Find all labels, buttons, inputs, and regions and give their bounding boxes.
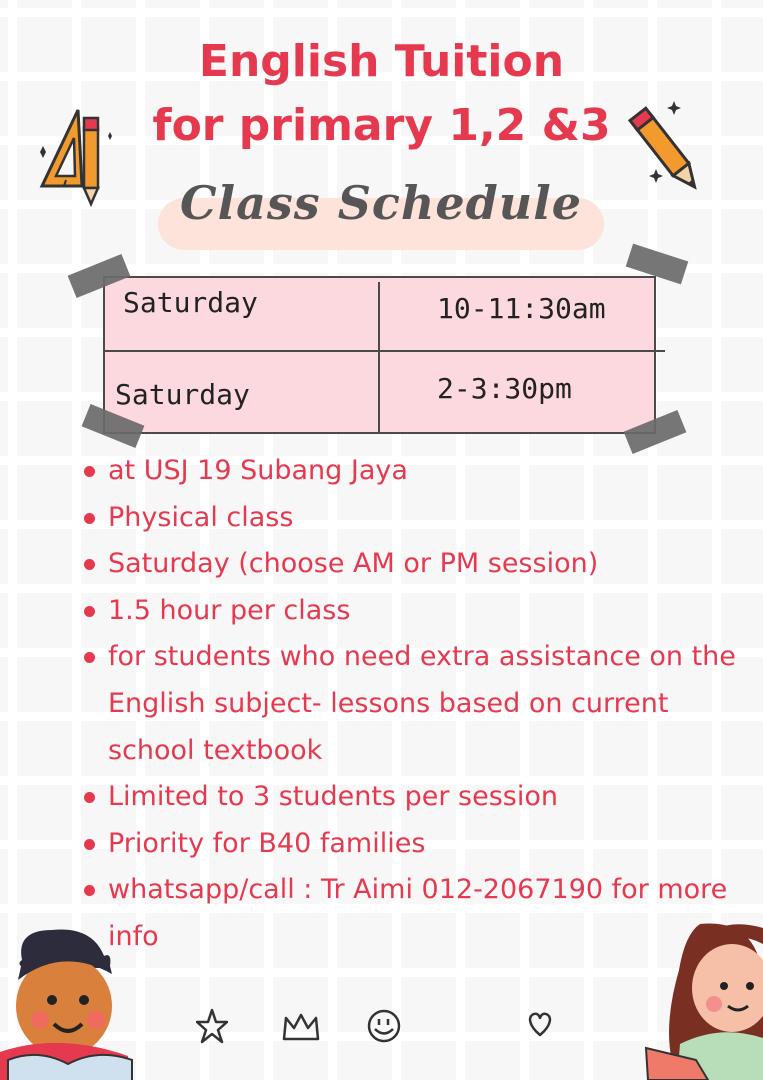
heart-icon <box>526 1010 554 1038</box>
list-item: 1.5 hour per class <box>78 588 748 635</box>
smiley-icon <box>366 1008 402 1044</box>
title-line-1: English Tuition <box>198 36 565 87</box>
boy-reading-icon <box>0 920 140 1080</box>
list-item: whatsapp/call : Tr Aimi 012-2067190 for more info <box>78 867 748 960</box>
girl-reading-icon <box>640 914 763 1080</box>
list-item: Priority for B40 families <box>78 821 748 868</box>
list-item: at USJ 19 Subang Jaya <box>78 448 748 495</box>
subtitle: Class Schedule <box>180 176 582 230</box>
table-column-divider <box>378 282 380 432</box>
schedule-time: 10-11:30am <box>437 292 606 325</box>
table-row-divider <box>105 350 665 352</box>
details-list <box>78 448 748 961</box>
pencil-icon <box>622 100 712 200</box>
schedule-time: 2-3:30pm <box>437 372 572 405</box>
list-item: for students who need extra assistance on the English subject- lessons based on current school textbook <box>78 634 748 774</box>
list-item: Saturday (choose AM or PM session) <box>78 541 748 588</box>
schedule-table <box>103 276 656 434</box>
star-icon <box>196 1008 228 1044</box>
schedule-day: Saturday <box>123 286 258 319</box>
ruler-pencil-icon <box>34 104 124 208</box>
list-item: Limited to 3 students per session <box>78 774 748 821</box>
crown-icon <box>282 1012 320 1042</box>
title-line-2: for primary 1,2 &3 <box>152 100 611 151</box>
schedule-day: Saturday <box>115 378 250 411</box>
list-item: Physical class <box>78 495 748 542</box>
